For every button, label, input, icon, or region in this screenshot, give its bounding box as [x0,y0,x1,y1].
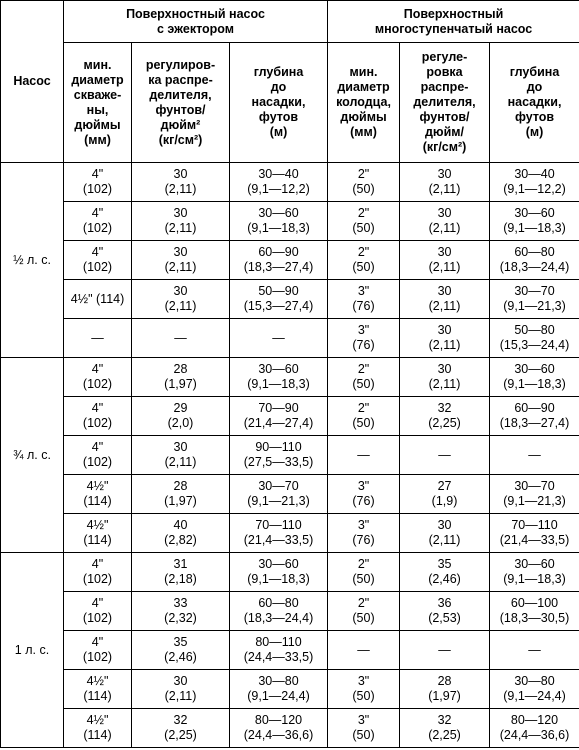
jet-regulator-cell: 30 (2,11) [132,202,230,241]
multi-regulator-cell: 32 (2,25) [400,709,490,748]
table-row [1,397,579,436]
pump-power-label: ¾ л. с. [1,358,64,553]
multi-well-diameter-cell: 2" (50) [328,592,400,631]
multi-depth-cell: 30—60 (9,1—18,3) [490,553,579,592]
jet-depth-header: глубина до насадки, футов (м) [230,43,328,163]
jet-depth-cell: 70—110 (21,4—33,5) [230,514,328,553]
header-row-top [1,1,579,43]
table-row [1,202,579,241]
multi-well-diameter-cell: — [328,631,400,670]
multi-well-diameter-cell: 3" (76) [328,475,400,514]
multi-well-diameter-cell: 3" (50) [328,709,400,748]
multi-well-diameter-cell: 2" (50) [328,202,400,241]
jet-regulator-cell: 28 (1,97) [132,475,230,514]
multi-depth-header: глубина до насадки, футов (м) [490,43,579,163]
multi-well-diameter-cell: 2" (50) [328,553,400,592]
jet-regulator-cell: 35 (2,46) [132,631,230,670]
table-row [1,553,579,592]
jet-depth-cell: 80—110 (24,4—33,5) [230,631,328,670]
jet-depth-cell: 30—60 (9,1—18,3) [230,358,328,397]
multi-regulator-cell: 35 (2,46) [400,553,490,592]
table-row [1,592,579,631]
jet-regulator-cell: 31 (2,18) [132,553,230,592]
jet-depth-cell: 30—60 (9,1—18,3) [230,553,328,592]
multi-depth-cell: 30—60 (9,1—18,3) [490,358,579,397]
multi-regulator-cell: — [400,436,490,475]
multi-regulator-cell: 30 (2,11) [400,280,490,319]
multi-regulator-cell: 27 (1,9) [400,475,490,514]
header-row-sub [1,43,579,163]
jet-well-diameter-cell: 4½" (114) [64,475,132,514]
multi-regulator-cell: — [400,631,490,670]
jet-well-diameter-cell: 4" (102) [64,241,132,280]
multi-well-diameter-cell: 2" (50) [328,163,400,202]
multi-depth-cell: 60—80 (18,3—24,4) [490,241,579,280]
jet-depth-cell: — [230,319,328,358]
pump-power-label: 1 л. с. [1,553,64,748]
jet-regulator-cell: 28 (1,97) [132,358,230,397]
multi-well-diameter-cell: 3" (76) [328,280,400,319]
table-row [1,358,579,397]
jet-regulator-cell: 29 (2,0) [132,397,230,436]
multi-regulator-header: регуле- ровка распре- делителя, фунтов/ дюйм/ (кг/см²) [400,43,490,163]
multi-depth-cell: — [490,436,579,475]
table-row [1,319,579,358]
jet-well-diameter-cell: 4" (102) [64,631,132,670]
multi-depth-cell: 30—70 (9,1—21,3) [490,475,579,514]
multi-depth-cell: 80—120 (24,4—36,6) [490,709,579,748]
multi-depth-cell: 30—70 (9,1—21,3) [490,280,579,319]
table-row [1,241,579,280]
jet-well-diameter-cell: 4½" (114) [64,670,132,709]
multi-depth-cell: 50—80 (15,3—24,4) [490,319,579,358]
jet-regulator-cell: 33 (2,32) [132,592,230,631]
jet-regulator-cell: 32 (2,25) [132,709,230,748]
table-row [1,163,579,202]
jet-well-diameter-cell: 4½" (114) [64,514,132,553]
table-row [1,670,579,709]
jet-well-diameter-cell: 4" (102) [64,592,132,631]
jet-well-diameter-cell: 4" (102) [64,397,132,436]
table-row [1,475,579,514]
jet-regulator-cell: 30 (2,11) [132,280,230,319]
jet-regulator-cell: 30 (2,11) [132,436,230,475]
jet-depth-cell: 90—110 (27,5—33,5) [230,436,328,475]
jet-well-diameter-cell: 4" (102) [64,436,132,475]
jet-depth-cell: 80—120 (24,4—36,6) [230,709,328,748]
table-row [1,436,579,475]
multi-regulator-cell: 32 (2,25) [400,397,490,436]
table-row [1,280,579,319]
multi-well-diameter-header: мин. диаметр колодца, дюймы (мм) [328,43,400,163]
multi-depth-cell: — [490,631,579,670]
jet-well-diameter-cell: 4" (102) [64,553,132,592]
multi-depth-cell: 30—80 (9,1—24,4) [490,670,579,709]
jet-depth-cell: 50—90 (15,3—27,4) [230,280,328,319]
jet-depth-cell: 30—60 (9,1—18,3) [230,202,328,241]
multi-regulator-cell: 30 (2,11) [400,358,490,397]
table-row [1,514,579,553]
multi-regulator-cell: 36 (2,53) [400,592,490,631]
jet-depth-cell: 60—80 (18,3—24,4) [230,592,328,631]
multi-well-diameter-cell: 2" (50) [328,358,400,397]
multi-depth-cell: 70—110 (21,4—33,5) [490,514,579,553]
multi-depth-cell: 30—60 (9,1—18,3) [490,202,579,241]
multi-depth-cell: 30—40 (9,1—12,2) [490,163,579,202]
multi-well-diameter-cell: 2" (50) [328,397,400,436]
pump-header: Насос [1,1,64,163]
jet-well-diameter-cell: 4" (102) [64,163,132,202]
multi-regulator-cell: 30 (2,11) [400,514,490,553]
jet-regulator-cell: 30 (2,11) [132,163,230,202]
jet-well-diameter-cell: 4½" (114) [64,709,132,748]
multi-regulator-cell: 30 (2,11) [400,202,490,241]
multistage-pump-group-header: Поверхностный многоступенчатый насос [328,1,579,43]
multi-regulator-cell: 28 (1,97) [400,670,490,709]
jet-regulator-cell: 30 (2,11) [132,670,230,709]
multi-well-diameter-cell: 3" (50) [328,670,400,709]
jet-depth-cell: 30—40 (9,1—12,2) [230,163,328,202]
multi-depth-cell: 60—100 (18,3—30,5) [490,592,579,631]
jet-regulator-cell: 30 (2,11) [132,241,230,280]
multi-regulator-cell: 30 (2,11) [400,163,490,202]
multi-well-diameter-cell: 2" (50) [328,241,400,280]
jet-depth-cell: 60—90 (18,3—27,4) [230,241,328,280]
jet-well-diameter-cell: — [64,319,132,358]
table-body [1,163,579,748]
jet-depth-cell: 70—90 (21,4—27,4) [230,397,328,436]
table-row [1,631,579,670]
jet-depth-cell: 30—70 (9,1—21,3) [230,475,328,514]
multi-well-diameter-cell: 3" (76) [328,319,400,358]
multi-regulator-cell: 30 (2,11) [400,319,490,358]
jet-regulator-cell: — [132,319,230,358]
jet-regulator-header: регулиров- ка распре- делителя, фунтов/ дюйм² (кг/см²) [132,43,230,163]
multi-regulator-cell: 30 (2,11) [400,241,490,280]
jet-regulator-cell: 40 (2,82) [132,514,230,553]
table-row [1,709,579,748]
jet-depth-cell: 30—80 (9,1—24,4) [230,670,328,709]
pump-power-label: ½ л. с. [1,163,64,358]
jet-well-diameter-header: мин. диаметр скваже- ны, дюймы (мм) [64,43,132,163]
jet-well-diameter-cell: 4½" (114) [64,280,132,319]
jet-well-diameter-cell: 4" (102) [64,202,132,241]
jet-pump-group-header: Поверхностный насос с эжектором [64,1,328,43]
jet-well-diameter-cell: 4" (102) [64,358,132,397]
multi-well-diameter-cell: — [328,436,400,475]
multi-well-diameter-cell: 3" (76) [328,514,400,553]
multi-depth-cell: 60—90 (18,3—27,4) [490,397,579,436]
